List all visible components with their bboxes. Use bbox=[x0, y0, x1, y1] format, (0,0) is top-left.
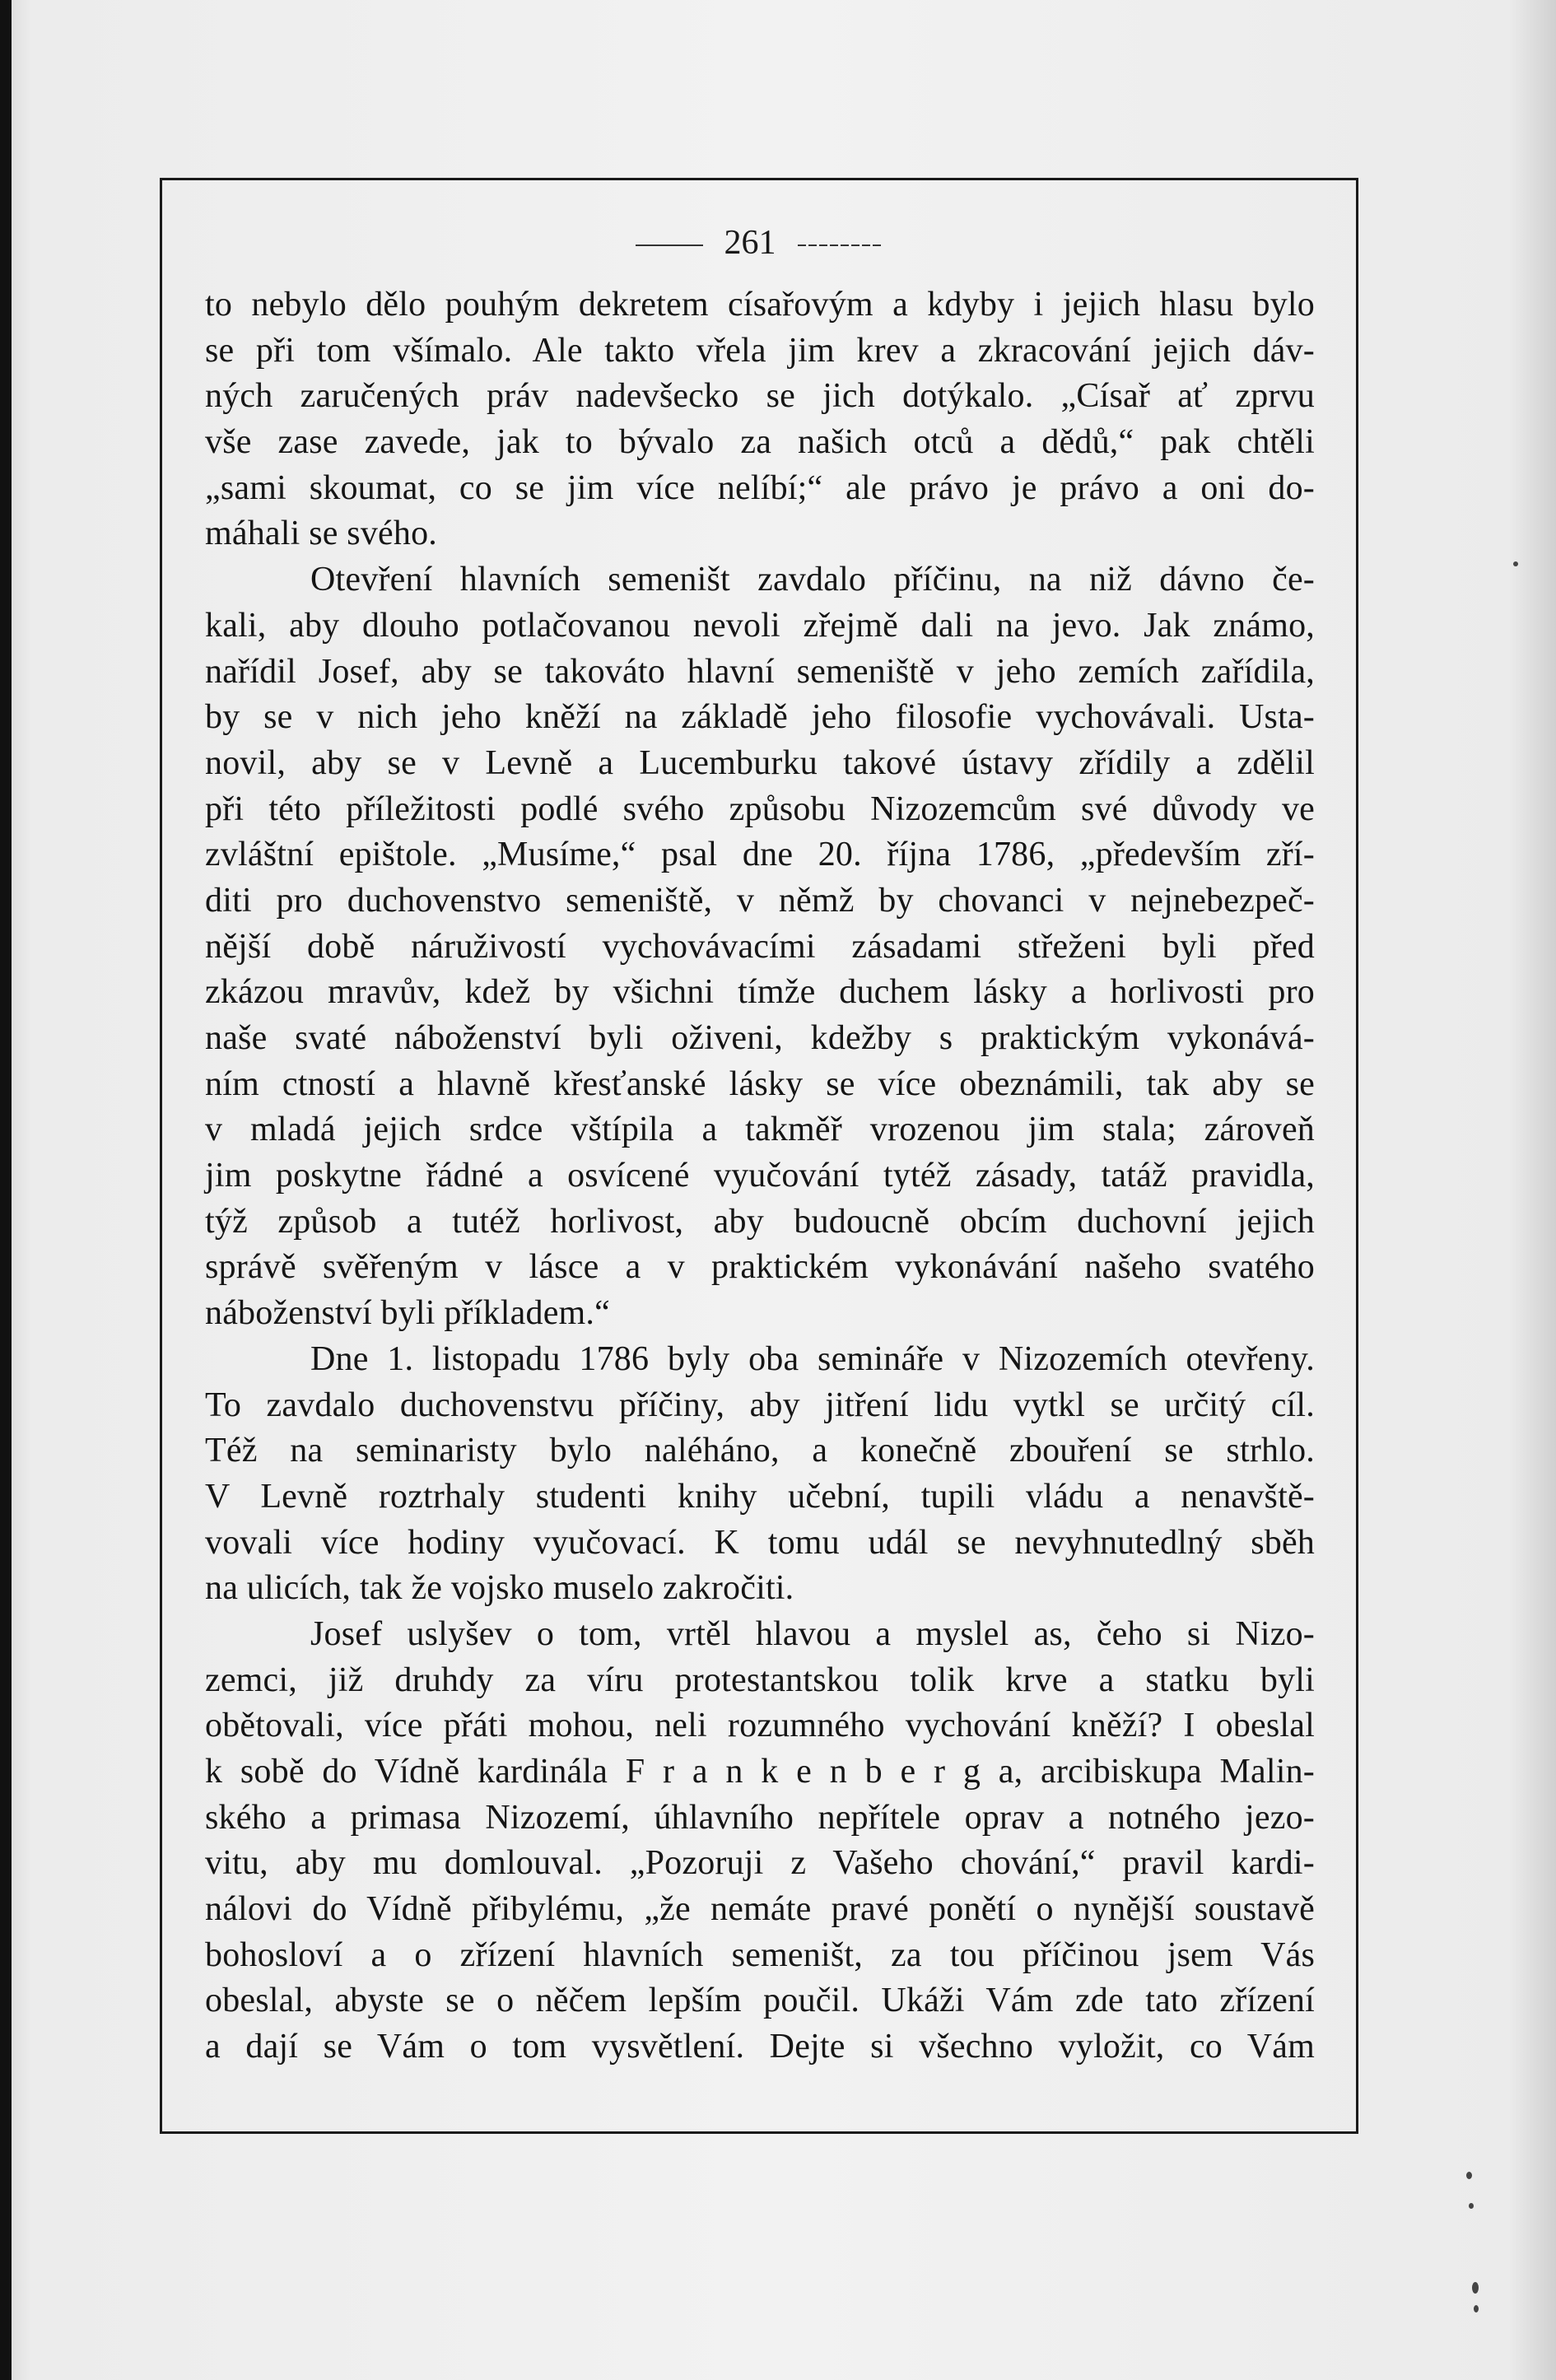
text-line: Otevření hlavních semeništ zavdalo příčinu, na niž dávno če- bbox=[310, 561, 1315, 599]
text-line: zvláštní epištole. „Musíme,“ psal dne 20. října 1786, „především zří- bbox=[205, 836, 1315, 874]
text-line: náboženství byli příkladem.“ bbox=[205, 1294, 610, 1333]
text-line: máhali se svého. bbox=[205, 515, 437, 553]
text-line: jim poskytne řádné a osvícené vyučování tytéž zásady, tatáž pravidla, bbox=[205, 1157, 1315, 1195]
text-line: novil, aby se v Levně a Lucemburku takové ústavy zřídily a zdělil bbox=[205, 743, 1315, 782]
text-line: nálovi do Vídně přibylému, „že nemáte pravé ponětí o nynější soustavě bbox=[205, 1890, 1315, 1929]
text-line: správě svěřeným v lásce a v praktickém vykonávání našeho svatého bbox=[205, 1248, 1315, 1287]
text-line: ných zaručených práv nadevšecko se jich dotýkalo. „Císař ať zprvu bbox=[205, 377, 1315, 416]
text-line: k sobě do Vídně kardinála F r a n k e n b e r g a, arcibiskupa Malin- bbox=[205, 1753, 1315, 1791]
text-line: bohosloví a o zřízení hlavních semeništ, za tou příčinou jsem Vás bbox=[205, 1935, 1315, 1974]
text-line: zkázou mravův, kdež by všichni tímže duchem lásky a horlivosti pro bbox=[205, 973, 1315, 1012]
text-line: týž způsob a tutéž horlivost, aby budoucně obcím duchovní jejich bbox=[205, 1202, 1315, 1241]
text-line: ním ctností a hlavně křesťanské lásky se více obeznámili, tak aby se bbox=[205, 1064, 1315, 1103]
text-line: to nebylo dělo pouhým dekretem císařovým a kdyby i jejich hlasu bylo bbox=[205, 286, 1315, 324]
text-line: nařídil Josef, aby se takováto hlavní semeniště v jeho zemích zařídila, bbox=[205, 652, 1315, 691]
text-line: vše zase zavede, jak to bývalo za našich otců a dědů,“ pak chtěli bbox=[205, 423, 1315, 462]
scan-speck bbox=[1469, 2203, 1474, 2209]
text-line: „sami skoumat, co se jim více nelíbí;“ ale právo je právo a oni do- bbox=[205, 468, 1315, 507]
scan-speck bbox=[1474, 2305, 1479, 2312]
header-rule-right bbox=[798, 245, 883, 246]
book-spine-edge bbox=[0, 0, 12, 2380]
text-line: V Levně roztrhaly studenti knihy učební, tupili vládu a nenavště- bbox=[205, 1477, 1315, 1516]
page-frame bbox=[160, 178, 1358, 2134]
text-line: obeslal, abyste se o něčem lepším poučil. Ukáži Vám zde tato zřízení bbox=[205, 1982, 1315, 2020]
scan-speck bbox=[1466, 2172, 1472, 2179]
scan-speck bbox=[1472, 2282, 1479, 2294]
text-line: kali, aby dlouho potlačovanou nevoli zřejmě dali na jevo. Jak známo, bbox=[205, 606, 1315, 645]
text-line: naše svaté náboženství byli oživeni, kdežby s praktickým vykonává- bbox=[205, 1019, 1315, 1057]
text-line: vovali více hodiny vyučovací. K tomu udál se nevyhnutedlný sběh bbox=[205, 1523, 1315, 1562]
scan-speck bbox=[1513, 561, 1518, 566]
body-text bbox=[205, 282, 1315, 2070]
text-line: vitu, aby mu domlouval. „Pozoruji z Vašeho chování,“ pravil kardi- bbox=[205, 1844, 1315, 1883]
text-line: Josef uslyšev o tom, vrtěl hlavou a myslel as, čeho si Nizo- bbox=[310, 1614, 1315, 1653]
text-line: na ulicích, tak že vojsko muselo zakročiti. bbox=[205, 1569, 794, 1608]
text-line: se při tom všímalo. Ale takto vřela jim krev a zkracování jejich dáv- bbox=[205, 331, 1315, 370]
text-line: v mladá jejich srdce vštípila a takměř vrozenou jim stala; zároveň bbox=[205, 1111, 1315, 1149]
text-line: obětovali, více přáti mohou, neli rozumného vychování kněží? I obeslal bbox=[205, 1707, 1315, 1745]
text-line: ského a primasa Nizozemí, úhlavního nepřítele oprav a notného jezo- bbox=[205, 1798, 1315, 1837]
text-line: by se v nich jeho kněží na základě jeho filosofie vychovávali. Usta- bbox=[205, 698, 1315, 737]
text-line: Též na seminaristy bylo naléháno, a konečně zbouření se strhlo. bbox=[205, 1432, 1315, 1470]
text-line: a dají se Vám o tom vysvětlení. Dejte si všechno vyložit, co Vám bbox=[205, 2028, 1315, 2066]
text-line: diti pro duchovenstvo semeniště, v němž by chovanci v nejnebezpeč- bbox=[205, 881, 1315, 920]
text-line: zemci, již druhdy za víru protestantskou tolik krve a statku byli bbox=[205, 1660, 1315, 1699]
text-line: nější době náruživostí vychovávacími zásadami střeženi byli před bbox=[205, 927, 1315, 966]
text-line: To zavdalo duchovenstvu příčiny, aby jitření lidu vytkl se určitý cíl. bbox=[205, 1386, 1315, 1424]
page-number: 261 bbox=[724, 224, 776, 262]
text-line: Dne 1. listopadu 1786 byly oba semináře v Nizozemích otevřeny. bbox=[310, 1339, 1315, 1378]
text-line: při této příležitosti podlé svého způsobu Nizozemcům své důvody ve bbox=[205, 789, 1315, 828]
header-rule-left bbox=[636, 245, 703, 246]
page-header bbox=[162, 223, 1356, 263]
